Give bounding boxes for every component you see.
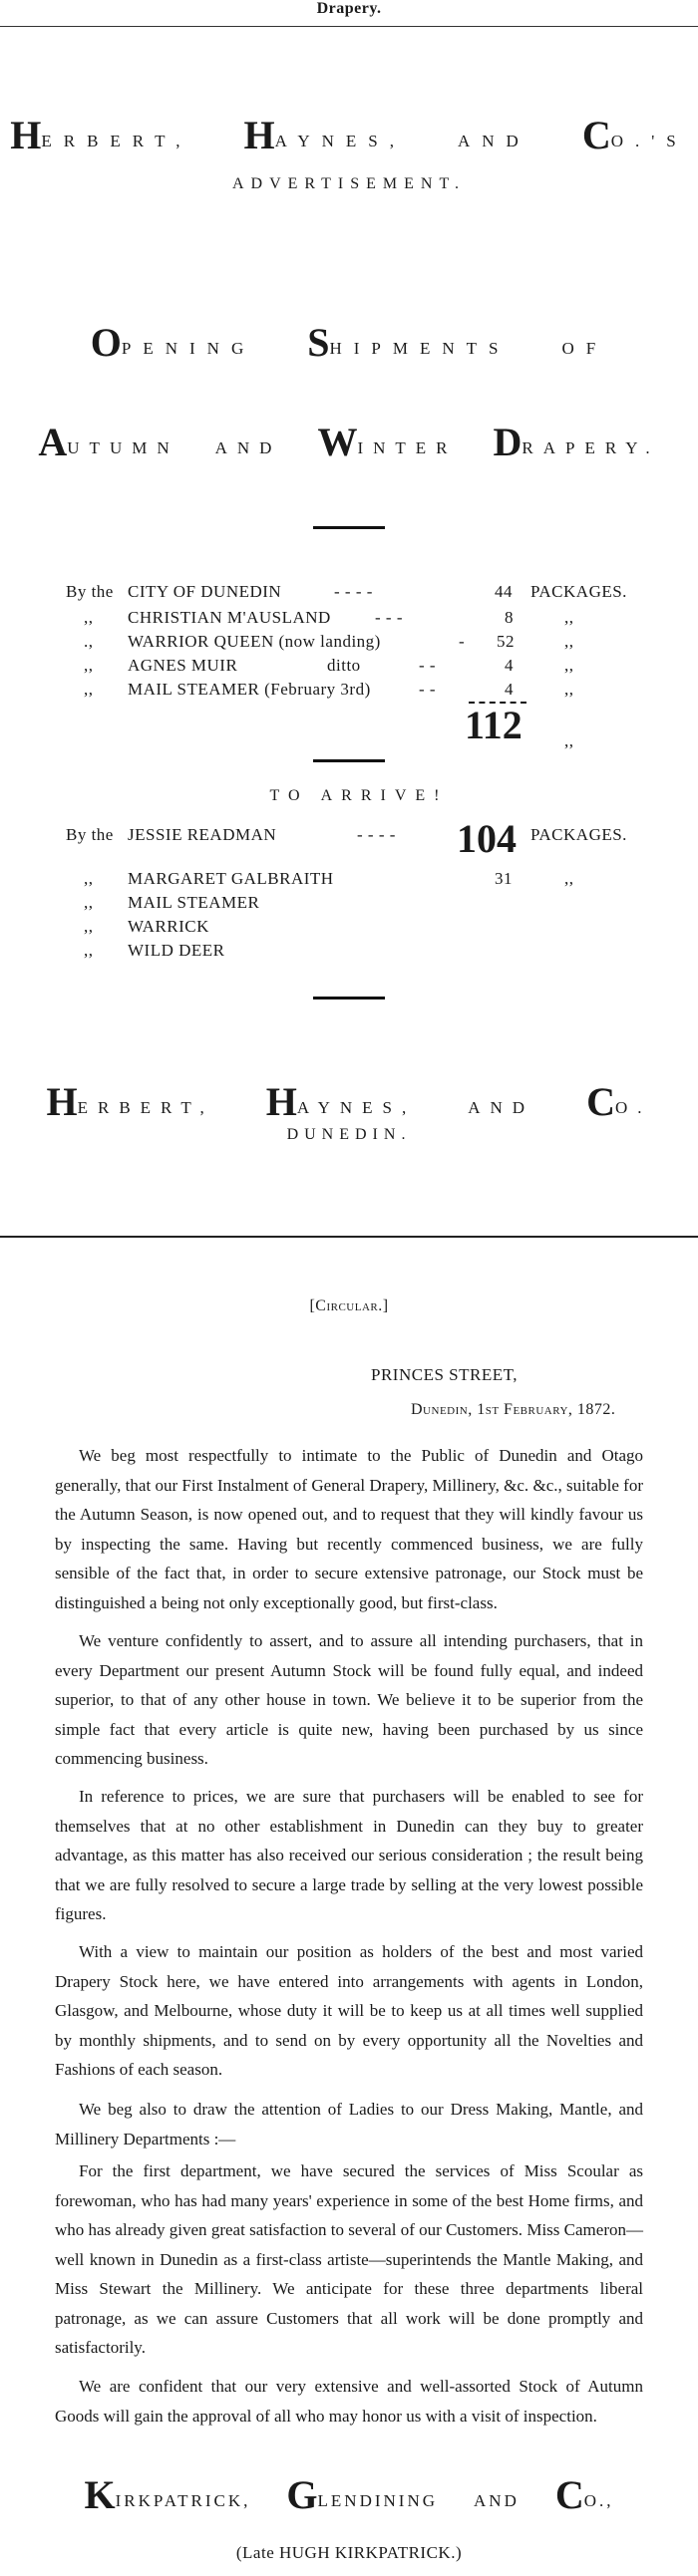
heading2-cap-4: D — [493, 420, 523, 464]
ship-name: WARRICK — [128, 917, 209, 936]
circular-date: Dunedin, 1st February, 1872. — [411, 1401, 616, 1418]
firm-cap-4: C — [581, 113, 611, 157]
ship-name: JESSIE READMAN — [128, 825, 277, 844]
package-count: 44 — [495, 582, 513, 601]
ditto-word: ditto — [327, 656, 361, 675]
circular-paragraph-3: In reference to prices, we are sure that purchasers will be enabled to see for themselves that at no other establishment in Dunedin can they buy to greater advantage, as this matter has also received our serious consideration ; the result being that we are fully resolved to secure a large trade by selling at the very lowest possible figures. — [55, 1787, 643, 1923]
circular-paragraph-5: We beg also to draw the attention of Ladies to our Dress Making, Mantle, and Millinery Departments :— — [55, 2100, 643, 2148]
package-count: 8 — [505, 608, 514, 627]
heading2-cap-3: W — [317, 420, 358, 464]
ditto-mark: ,, — [564, 656, 574, 675]
sig-cap-2: H — [265, 1079, 297, 1124]
sig-word-4: O. — [614, 1098, 652, 1117]
ditto-mark: ,, — [84, 917, 94, 936]
ditto-mark: ,, — [84, 656, 94, 675]
total-packages: 112 — [465, 703, 523, 747]
ditto-mark: ,, — [564, 608, 574, 627]
divider-rule — [313, 759, 385, 762]
ditto-mark: ,, — [564, 632, 574, 651]
ditto-mark: ., — [84, 632, 94, 651]
leader-dashes: - - - - — [334, 582, 373, 601]
street-address: PRINCES STREET, — [371, 1365, 518, 1384]
sig2-word-3: AND — [474, 2491, 520, 2510]
heading-autumn-winter-drapery — [0, 419, 698, 465]
package-unit: PACKAGES. — [530, 825, 627, 844]
sig-word-1: ERBERT, — [77, 1098, 214, 1117]
package-unit: PACKAGES. — [530, 582, 627, 601]
arrival-prefix: By the — [66, 825, 114, 844]
ditto-mark: ,, — [84, 941, 94, 960]
heading1-cap-2: S — [307, 320, 330, 365]
leader-dashes: - — [459, 632, 466, 651]
firm-word-1: ERBERT, — [41, 132, 192, 150]
ship-name: AGNES MUIR — [128, 656, 238, 675]
heading1-cap-1: O — [90, 320, 122, 365]
signature-herbert-haynes — [0, 1078, 698, 1125]
city-line: DUNEDIN. — [286, 1126, 412, 1143]
sig-word-2: AYNES, — [296, 1098, 417, 1117]
heading2-word-1: UTUMN — [67, 438, 179, 457]
circular-paragraph-7: We are confident that our very extensive and well-assorted Stock of Autumn Goods will gain the approval of all who may honor us with a visit of inspection. — [55, 2377, 643, 2426]
shipment-prefix: By the — [66, 582, 114, 601]
signature-kirkpatrick — [0, 2471, 698, 2518]
ship-name: WARRIOR QUEEN (now landing) — [128, 632, 381, 651]
circular-paragraph-1: We beg most respectfully to intimate to the Public of Dunedin and Otago generally, that our First Instalment of General Drapery, Millinery, &c. &c., suitable for the Autumn Season, is now opened out, and to request that they will kindly favour us by inspecting the same. Having but recently commenced business, we are fully sensible of the fact that, in order to secure extensive patronage, our Stock must be distinguished a being not only exceptionally good, but first-class. — [55, 1446, 643, 1612]
sig2-cap-2: G — [286, 2472, 318, 2517]
heading2-word-3: INTER — [357, 438, 458, 457]
leader-dashes: - - - — [375, 608, 403, 627]
ship-name: CITY OF DUNEDIN — [128, 582, 282, 601]
ditto-mark: ,, — [84, 869, 94, 888]
circular-paragraph-2: We venture confidently to assert, and to assure all intending purchasers, that in every Department our present Autumn Stock will be found fully equal, and indeed superior, to that of any other house in town. We believe it to be superior from the simple fact that every article is quite new, having been purchased by us since commencing business. — [55, 1631, 643, 1768]
advertisement-subtitle: ADVERTISEMENT. — [231, 175, 467, 192]
heading2-word-2: AND — [214, 438, 282, 457]
ditto-mark: ,, — [564, 680, 574, 699]
advertisement-separator — [0, 1236, 698, 1238]
ditto-mark: ,, — [84, 680, 94, 699]
divider-rule — [313, 997, 385, 1000]
sig2-word-2: LENDINING — [317, 2491, 439, 2510]
ship-name: MAIL STEAMER — [128, 893, 260, 912]
circular-paragraph-6: For the first department, we have secured the services of Miss Scoular as forewoman, who has had many years' experience in some of the best Home firms, and who has already given great satisfaction to several of our Customers. Miss Cameron—well known in Dunedin as a first-class artiste—superintends the Mantle Making, and Miss Stewart the Millinery. We anticipate for these three departments liberal patronage, as we can assure Customers that all work will be done promptly and satisfactorily. — [55, 2161, 643, 2357]
package-count: 31 — [495, 869, 513, 888]
heading1-word-1: PENING — [121, 339, 256, 358]
firm-cap-1: H — [10, 113, 42, 157]
ship-name: CHRISTIAN M'AUSLAND — [128, 608, 331, 627]
firm-word-3: AND — [457, 132, 530, 150]
heading1-word-2: HIPMENTS — [329, 339, 511, 358]
sig2-cap-1: K — [84, 2472, 116, 2517]
package-count: 104 — [457, 816, 517, 861]
to-arrive-heading: TO ARRIVE! — [269, 787, 449, 804]
heading-opening-shipments — [0, 319, 698, 366]
sig2-word-1: IRKPATRICK, — [115, 2491, 251, 2510]
sig2-word-4: O., — [583, 2491, 614, 2510]
ditto-mark: ,, — [84, 608, 94, 627]
late-proprietor-note: (Late HUGH KIRKPATRICK.) — [235, 2543, 463, 2562]
sig2-cap-4: C — [554, 2472, 584, 2517]
ship-name: WILD DEER — [128, 941, 225, 960]
circular-paragraph-4: With a view to maintain our position as holders of the best and most varied Drapery Stock here, we have entered into arrangements with agents in London, Glasgow, and Melbourne, whose duty it will be to keep us at all times well supplied by monthly shipments, and to send on by every opportunity all the Novelties and Fashions of each season. — [55, 1942, 643, 2079]
heading2-cap-1: A — [38, 420, 68, 464]
ditto-mark: ,, — [84, 893, 94, 912]
ship-name: MAIL STEAMER (February 3rd) — [128, 680, 371, 699]
sig-word-3: AND — [468, 1098, 535, 1117]
circular-label: [Circular.] — [309, 1297, 389, 1314]
package-count: 4 — [505, 680, 514, 699]
package-count: 52 — [497, 632, 515, 651]
ditto-mark: ,, — [564, 869, 574, 888]
divider-rule — [313, 526, 385, 529]
ship-name: MARGARET GALBRAITH — [128, 869, 334, 888]
heading2-word-4: RAPERY. — [522, 438, 660, 457]
package-count: 4 — [505, 656, 514, 675]
sig-cap-1: H — [46, 1079, 78, 1124]
firm-word-2: AYNES, — [274, 132, 406, 150]
leader-dashes: - - — [419, 656, 437, 675]
header-rule — [0, 26, 698, 27]
leader-dashes: - - - - — [357, 825, 396, 844]
leader-dashes: - - — [419, 680, 437, 699]
heading1-word-3: OF — [561, 339, 608, 358]
firm-word-4: O.'S — [610, 132, 688, 150]
firm-name-heading — [0, 112, 698, 158]
ditto-mark: ,, — [564, 731, 574, 750]
firm-cap-2: H — [243, 113, 275, 157]
section-header: Drapery. — [316, 0, 382, 17]
sig-cap-4: C — [586, 1079, 615, 1124]
